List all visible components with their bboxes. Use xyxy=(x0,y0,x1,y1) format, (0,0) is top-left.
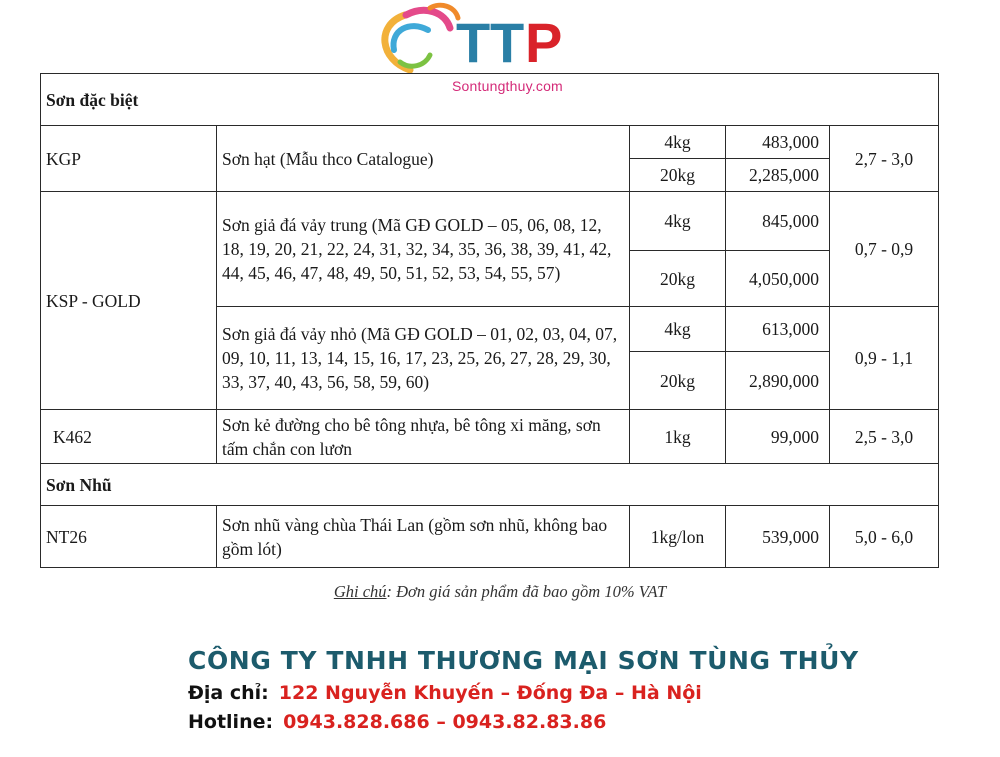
unit-price: 539,000 xyxy=(726,506,830,568)
unit-price: 613,000 xyxy=(726,307,830,352)
product-description: Sơn giả đá vảy nhỏ (Mã GĐ GOLD – 01, 02, 03, 04, 07, 09, 10, 11, 13, 14, 15, 16, 17, 23, 25, 26, 27, 28, 29, 30, 33, 37, 40, 43, 56, 58, 59, 60) xyxy=(217,307,630,410)
product-code: KSP - GOLD xyxy=(41,192,217,410)
pack-size: 1kg/lon xyxy=(630,506,726,568)
product-description: Sơn kẻ đường cho bê tông nhựa, bê tông xi măng, sơn tấm chắn con lươn xyxy=(217,410,630,464)
logo-letter-t2: T xyxy=(490,11,525,74)
unit-price: 4,050,000 xyxy=(726,251,830,307)
pack-size: 4kg xyxy=(630,307,726,352)
pack-size: 1kg xyxy=(630,410,726,464)
product-description: Sơn hạt (Mẫu thco Catalogue) xyxy=(217,126,630,192)
table-row xyxy=(41,410,939,464)
note-label: Ghi chú xyxy=(333,582,387,601)
unit-price: 99,000 xyxy=(726,410,830,464)
product-description: Sơn nhũ vàng chùa Thái Lan (gồm sơn nhũ, không bao gồm lót) xyxy=(217,506,630,568)
logo-url: Sontungthuy.com xyxy=(452,78,563,94)
hotline-label: Hotline: xyxy=(188,711,274,733)
pack-size: 4kg xyxy=(630,192,726,251)
address-value: 122 Nguyễn Khuyến – Đống Đa – Hà Nội xyxy=(278,682,702,704)
table-row xyxy=(41,192,939,251)
company-name: CÔNG TY TNHH THƯƠNG MẠI SƠN TÙNG THỦY xyxy=(188,646,859,675)
logo-letter-p: P xyxy=(525,11,563,74)
unit-price: 483,000 xyxy=(726,126,830,159)
pack-size: 4kg xyxy=(630,126,726,159)
pack-size: 20kg xyxy=(630,251,726,307)
product-code: KGP xyxy=(41,126,217,192)
unit-price: 845,000 xyxy=(726,192,830,251)
section-row xyxy=(41,464,939,506)
coverage: 2,7 - 3,0 xyxy=(830,126,939,192)
hotline-line xyxy=(188,711,606,733)
table-row xyxy=(41,506,939,568)
hotline-value: 0943.828.686 – 0943.82.83.86 xyxy=(283,711,607,733)
logo-swirl-icon xyxy=(370,0,590,80)
table-row xyxy=(41,126,939,159)
pack-size: 20kg xyxy=(630,159,726,192)
pack-size: 20kg xyxy=(630,352,726,410)
coverage: 5,0 - 6,0 xyxy=(830,506,939,568)
price-table xyxy=(40,73,939,568)
note-text: : Đơn giá sản phẩm đã bao gồm 10% VAT xyxy=(386,582,667,601)
coverage: 0,9 - 1,1 xyxy=(830,307,939,410)
coverage: 2,5 - 3,0 xyxy=(830,410,939,464)
section-row xyxy=(41,74,939,126)
unit-price: 2,890,000 xyxy=(726,352,830,410)
unit-price: 2,285,000 xyxy=(726,159,830,192)
address-label: Địa chỉ: xyxy=(188,682,269,704)
product-code: K462 xyxy=(41,410,217,464)
price-note xyxy=(0,582,1000,602)
address-line xyxy=(188,682,702,704)
coverage: 0,7 - 0,9 xyxy=(830,192,939,307)
section-title: Sơn đặc biệt xyxy=(41,74,939,126)
product-code: NT26 xyxy=(41,506,217,568)
product-description: Sơn giả đá vảy trung (Mã GĐ GOLD – 05, 06, 08, 12, 18, 19, 20, 21, 22, 24, 31, 32, 34, 35, 36, 38, 39, 41, 42, 44, 45, 46, 47, 48, 49, 50, 51, 52, 53, 54, 55, 57) xyxy=(217,192,630,307)
logo-letter-t1: T xyxy=(456,11,491,74)
section-title: Sơn Nhũ xyxy=(41,464,939,506)
